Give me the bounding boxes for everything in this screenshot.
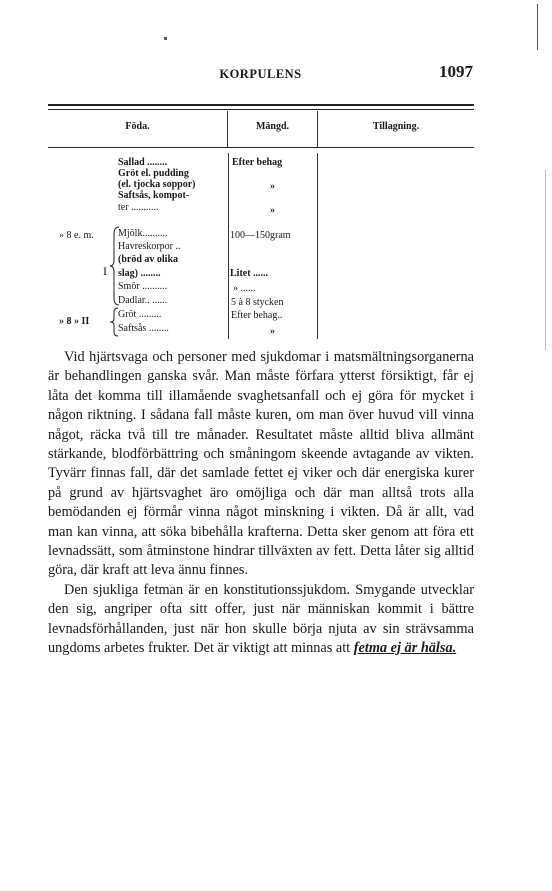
column-header-preparation: Tillagning. <box>372 121 420 132</box>
table-cell-amount: Litet ...... <box>230 268 269 279</box>
paragraph: Vid hjärtsvaga och personer med sjukdomar i matsmältningsorganerna är behandlingen ganska svår. Man måste förfara ytterst försiktigt, får ej låta det komma till illamående svaghetsanfall och ej göra för mycket i någon riktning. I sådana fall måste kuren, om man över huvud vill vinna något, räcka två till tre månader. Resultatet måste alltid bliva allmänt stärkande, blodförbättring och småningom skeende avtagande av vikten. Tyvärr finnas fall, där det samlade fettet ej viker och där energiska kurer på grund av hjärtsvaghet äro omöjliga och där man alltså trots alla bemödanden ej förmår vinna något minskning i vikten. Då är allt, vad man kan vinna, att söka bibehålla krafterna. Detta sker genom att föra ett levnadssätt, som åtminstone hindrar tillväxten av fett. Detta låter sig alltid göra, där kraft att leva ännu finnes. <box>48 349 474 579</box>
table-cell-amount: » <box>270 326 275 337</box>
table-cell-food: (bröd av olika <box>118 254 179 265</box>
brace-icon <box>110 307 119 337</box>
table-cell-amount: » ...... <box>233 283 256 294</box>
table-cell-food: Mjölk.......... <box>118 228 168 239</box>
table-cell-food: Havreskorpor .. <box>118 241 181 252</box>
table-cell-amount: » <box>270 205 275 216</box>
table-cell-food: Smör .......... <box>118 281 168 292</box>
header-rule-thick <box>48 104 474 106</box>
table-cell-food: Saftsås ........ <box>118 323 169 334</box>
column-header-amount: Mängd. <box>255 121 290 132</box>
table-cell-food: Dadlar.. ...... <box>118 295 168 306</box>
table-cell-amount: Efter behag <box>232 157 283 168</box>
table-cell-food: ter ........... <box>118 202 159 213</box>
table-body-divider-1 <box>228 153 229 339</box>
table-cell-food: (el. tjocka soppor) <box>118 179 196 190</box>
table-cell-food: Gröt ......... <box>118 309 162 320</box>
table-cell-food: Gröt el. pudding <box>118 168 189 179</box>
table-cell-food: slag) ........ <box>118 268 161 279</box>
page-edge-mark-top <box>537 4 538 50</box>
chapter-title: KORPULENS <box>219 67 302 81</box>
table-cell-food: Sallad ........ <box>118 157 168 168</box>
table-cell-amount: 5 à 8 stycken <box>231 297 284 308</box>
page-edge-mark-right <box>545 170 546 350</box>
table-cell-amount: Efter behag.. <box>231 310 283 321</box>
column-header-rule <box>48 147 474 148</box>
running-header <box>48 62 473 84</box>
brace-icon <box>110 226 120 306</box>
page-speck <box>164 37 167 40</box>
header-rule-thin <box>48 109 474 110</box>
table-cell-amount: 100—150gram <box>230 230 291 241</box>
table-cell-time: » 8 » II <box>59 316 90 327</box>
paragraph <box>48 581 474 659</box>
column-header-food: Föda. <box>125 121 150 132</box>
table-cell-time: » 8 e. m. <box>59 230 94 241</box>
table-body-divider-2 <box>317 153 318 339</box>
paragraph-text: Den sjukliga fetman är en konstitutionssjukdom. Smygande utvecklar den sig, angriper ofta sitt offer, just när människan kommit i bättre levnadsförhållanden, just när hon skulle börja njuta av sin strävsamma ungdoms arbetes frukter. Det är viktigt att minnas att <box>48 581 474 657</box>
table-cell-amount: » <box>270 181 275 192</box>
table-cell-food: Saftsås, kompot- <box>118 190 190 201</box>
emphasis-text: fetma ej är hälsa. <box>353 640 457 657</box>
table-cell-section: I <box>103 264 107 278</box>
page-number: 1097 <box>439 62 473 81</box>
body-text <box>48 348 474 659</box>
